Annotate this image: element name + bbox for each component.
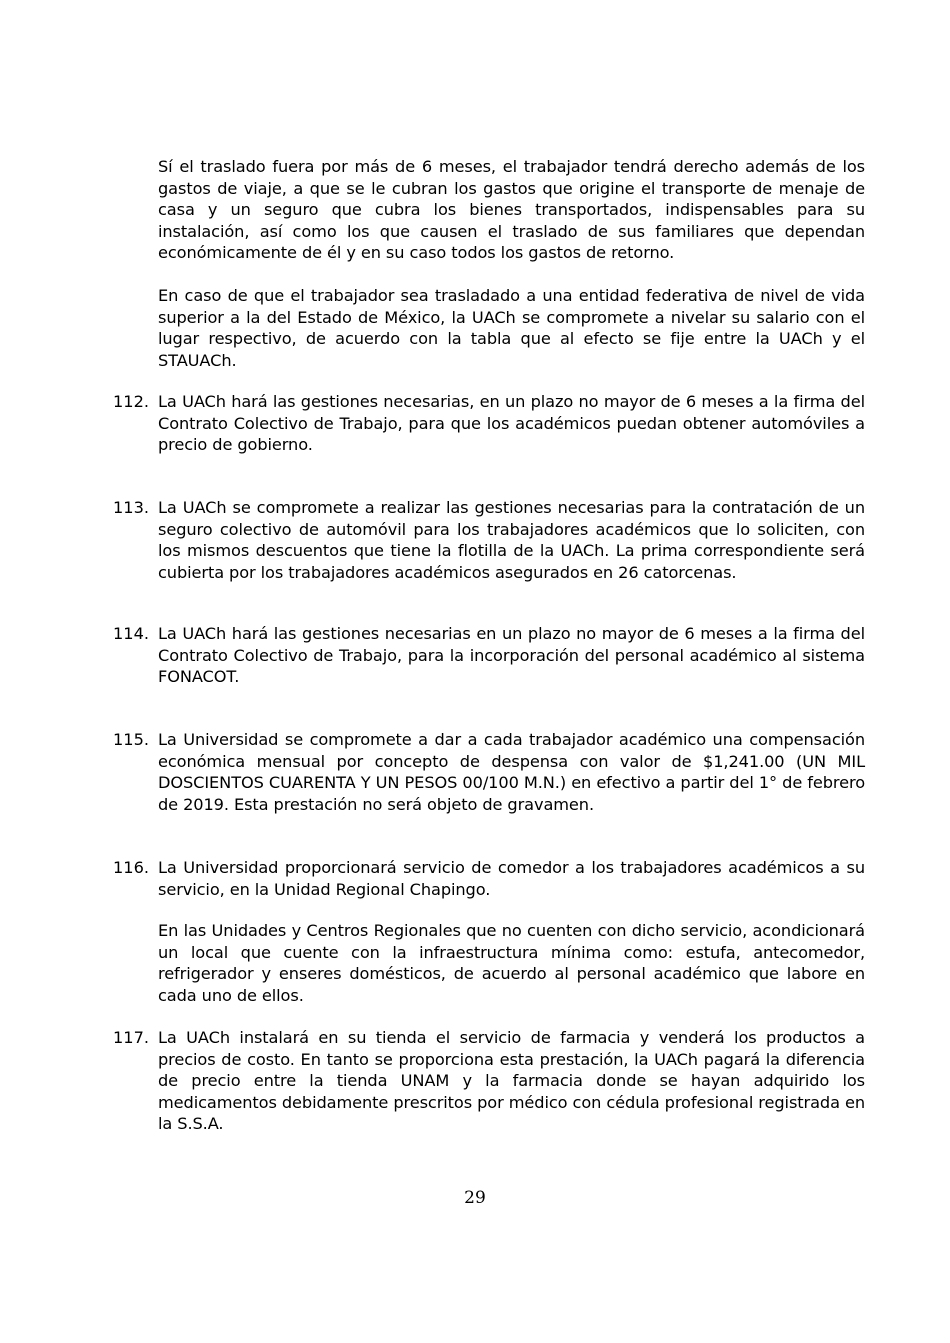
- clause-text-113: La UACh se compromete a realizar las gestiones necesarias para la contratación de un seguro colectivo de automóvil para los trabajadores académicos que lo soliciten, con los mismos descuentos que tiene la flotilla de la UACh. La prima correspondiente será cubierta por los trabajadores académicos asegurados en 26 catorcenas.: [158, 498, 865, 582]
- clause-text-112: La UACh hará las gestiones necesarias, en un plazo no mayor de 6 meses a la firma del Contrato Colectivo de Trabajo, para que los académicos puedan obtener automóviles a precio de gobierno.: [158, 392, 865, 454]
- clause-number-115: 115.: [113, 730, 150, 749]
- clause-number-117: 117.: [113, 1028, 150, 1047]
- intro-paragraph-2: En caso de que el trabajador sea trasladado a una entidad federativa de nivel de vida superior a la del Estado de México, la UACh se compromete a nivelar su salario con el lugar respectivo, de acuerdo con la tabla que al efecto se fije entre la UACh y el STAUACh.: [158, 286, 865, 370]
- clause-number-112: 112.: [113, 392, 150, 411]
- clause-text-117: La UACh instalará en su tienda el servicio de farmacia y venderá los productos a precios de costo. En tanto se proporciona esta prestación, la UACh pagará la diferencia de precio entre la tienda UNAM y la farmacia donde se hayan adquirido los medicamentos debidamente prescritos por médico con cédula profesional registrada en la S.S.A.: [158, 1028, 865, 1133]
- intro-paragraph-1: Sí el traslado fuera por más de 6 meses, el trabajador tendrá derecho además de los gastos de viaje, a que se le cubran los gastos que origine el transporte de menaje de casa y un seguro que cubra los bienes transportados, indispensables para su instalación, así como los que causen el traslado de sus familiares que dependan económicamente de él y en su caso todos los gastos de retorno.: [158, 157, 865, 262]
- clause-text-116-extra: En las Unidades y Centros Regionales que no cuenten con dicho servicio, acondicionará un local que cuente con la infraestructura mínima como: estufa, antecomedor, refrigerador y enseres domésticos, de acuerdo al personal académico que labore en cada uno de ellos.: [158, 921, 865, 1005]
- clause-number-113: 113.: [113, 498, 150, 517]
- clause-number-114: 114.: [113, 624, 150, 643]
- clause-text-115: La Universidad se compromete a dar a cada trabajador académico una compensación económica mensual por concepto de despensa con valor de $1,241.00 (UN MIL DOSCIENTOS CUARENTA Y UN PESOS 00/100 M.N.) en efectivo a partir del 1° de febrero de 2019. Esta prestación no será objeto de gravamen.: [158, 730, 865, 814]
- clause-text-114: La UACh hará las gestiones necesarias en un plazo no mayor de 6 meses a la firma del Contrato Colectivo de Trabajo, para la incorporación del personal académico al sistema FONACOT.: [158, 624, 865, 686]
- clause-text-116: La Universidad proporcionará servicio de comedor a los trabajadores académicos a su servicio, en la Unidad Regional Chapingo.: [158, 858, 865, 899]
- page-number: 29: [464, 1188, 486, 1208]
- clause-number-116: 116.: [113, 858, 150, 877]
